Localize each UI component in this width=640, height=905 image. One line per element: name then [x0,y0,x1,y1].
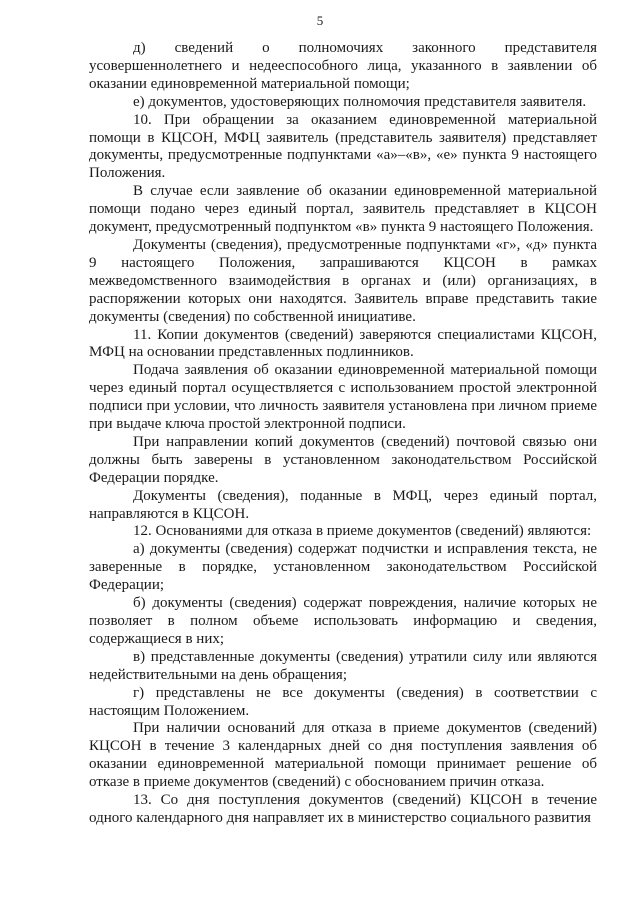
paragraph-portal-case: В случае если заявление об оказании единовременной материальной помощи подано через единый портал, заявитель представляет в КЦСОН документ, предусмотренный подпунктом «в» пункта 9 настоящего Положения. [89,183,597,236]
paragraph-reason-a: а) документы (сведения) содержат подчистки и исправления текста, не заверенные в порядке, установленном законодательством Российской Федерации; [89,541,597,594]
paragraph-postal-copies: При направлении копий документов (сведений) почтовой связью они должны быть заверены в установленном законодательством Российской Федерации порядке. [89,433,597,486]
paragraph-clause-11: 11. Копии документов (сведений) заверяются специалистами КЦСОН, МФЦ на основании представленных подлинников. [89,326,597,361]
page-number: 5 [316,13,324,28]
paragraph-interagency-request: Документы (сведения), предусмотренные подпунктами «г», «д» пункта 9 настоящего Положения, запрашиваются КЦСОН в рамках межведомственного взаимодействия в органах и (или) организациях, в распоряжении которых они находятся. Заявитель вправе представить такие документы (сведения) по собственной инициативе. [89,236,597,325]
paragraph-reason-b: б) документы (сведения) содержат повреждения, наличие которых не позволяет в полном объеме использовать информацию и сведения, содержащиеся в них; [89,595,597,647]
paragraph-subitem-d: д) сведений о полномочиях законного представителя усовершеннолетнего и недееспособного лица, указанного в заявлении об оказании единовременной материальной помощи; [89,40,597,92]
paragraph-electronic-signature: Подача заявления об оказании единовременной материальной помощи через единый портал осуществляется с использованием простой электронной подписи при условии, что личность заявителя установлена при личном приеме при выдаче ключа простой электронной подписи. [89,362,597,433]
paragraph-reason-g: г) представлены не все документы (сведения) в соответствии с настоящим Положением. [89,684,597,719]
paragraph-subitem-e: е) документов, удостоверяющих полномочия представителя заявителя. [133,93,587,110]
paragraph-mfc-forwarding: Документы (сведения), поданные в МФЦ, через единый портал, направляются в КЦСОН. [89,487,597,522]
paragraph-clause-10: 10. При обращении за оказанием единовременной материальной помощи в КЦСОН, МФЦ заявитель (представитель заявителя) представляет документы, предусмотренные подпунктами «а»–«в», «е» пункта 9 настоящего Положения. [89,111,597,182]
paragraph-refusal-decision: При наличии оснований для отказа в приеме документов (сведений) КЦСОН в течение 3 календарных дней со дня поступления заявления об оказании единовременной материальной помощи принимает решение об отказе в приеме документов (сведений) с обоснованием причин отказа. [89,720,597,791]
document-body [89,40,597,828]
paragraph-clause-13: 13. Со дня поступления документов (сведений) КЦСОН в течение одного календарного дня направляет их в министерство социального развития [89,792,597,826]
paragraph-reason-v: в) представленные документы (сведения) утратили силу или являются недействительными на день обращения; [89,648,597,683]
paragraph-clause-12: 12. Основаниями для отказа в приеме документов (сведений) являются: [133,523,592,540]
